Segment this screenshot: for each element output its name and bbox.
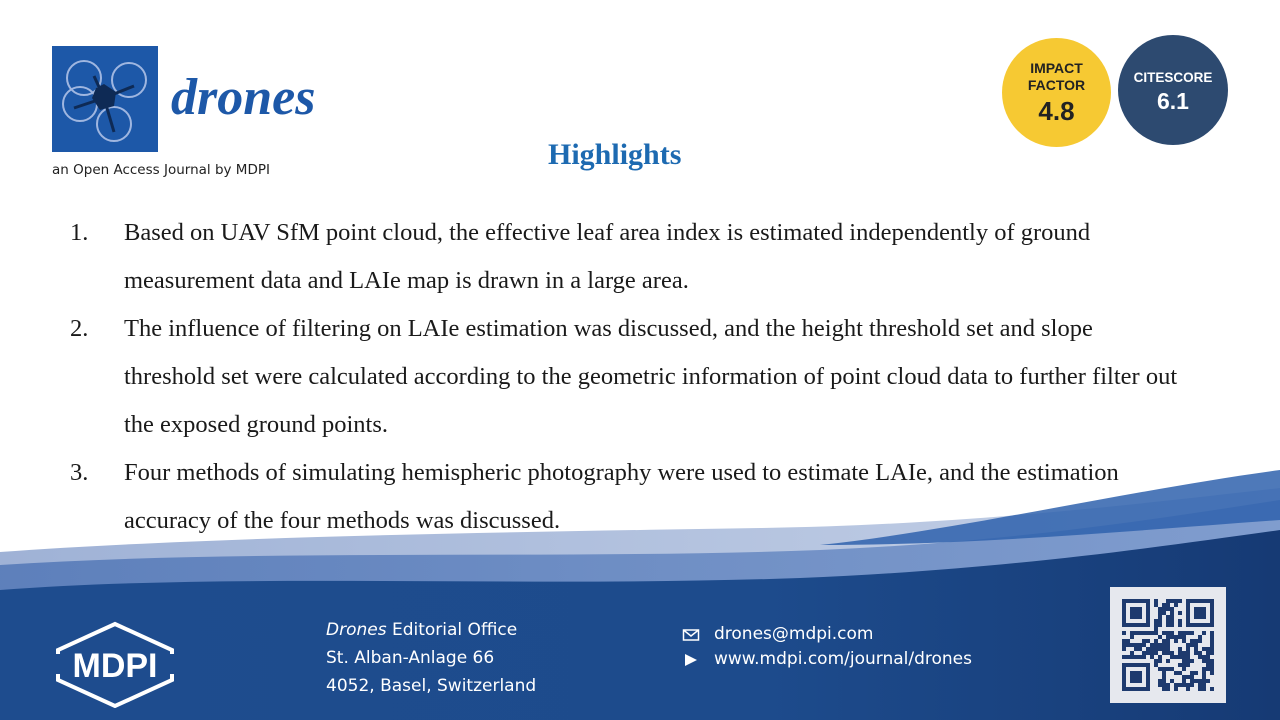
highlights-list <box>70 209 1180 545</box>
office-name <box>326 616 536 644</box>
citescore-value: 6.1 <box>1157 88 1189 114</box>
editorial-office <box>326 616 536 700</box>
journal-logo <box>52 46 158 152</box>
citescore-badge <box>1118 35 1228 145</box>
citescore-label: CITESCORE <box>1133 70 1213 85</box>
mdpi-logo <box>50 620 180 708</box>
impact-factor-value: 4.8 <box>1038 96 1075 126</box>
list-item-text: Four methods of simulating hemispheric photography were used to estimate LAIe, and the estimation accuracy of the four methods was discussed. <box>124 459 1119 534</box>
mdpi-logo-text: MDPI <box>72 647 158 685</box>
list-item <box>70 449 1180 545</box>
impact-factor-label <box>1002 60 1111 94</box>
impact-factor-badge <box>1002 38 1111 147</box>
email-link[interactable]: drones@mdpi.com <box>714 624 874 644</box>
office-journal: Drones <box>326 620 387 640</box>
list-item <box>70 209 1180 305</box>
list-item-number: 1. <box>70 219 89 246</box>
office-suffix: Editorial Office <box>386 620 518 640</box>
envelope-icon <box>682 626 700 644</box>
list-item <box>70 305 1180 449</box>
list-item-number: 3. <box>70 459 89 486</box>
website-row[interactable] <box>682 647 972 672</box>
drone-icon <box>52 46 158 152</box>
qr-code-icon <box>1110 587 1226 703</box>
play-arrow-icon <box>682 651 700 669</box>
list-item-text: The influence of filtering on LAIe estimation was discussed, and the height threshold set and slope threshold set were calculated according to the geometric information of point cloud data to further filter out the exposed ground points. <box>124 315 1178 438</box>
journal-tagline: an Open Access Journal by MDPI <box>52 162 270 178</box>
impact-factor-label-line1: IMPACT <box>1030 60 1083 76</box>
journal-title: drones <box>171 69 316 126</box>
address-line-2: 4052, Basel, Switzerland <box>326 676 537 696</box>
qr-code[interactable] <box>1110 587 1226 703</box>
list-item-text: Based on UAV SfM point cloud, the effective leaf area index is estimated independently of ground measurement data and LAIe map is drawn in a large area. <box>124 219 1091 294</box>
address-line-1: St. Alban-Anlage 66 <box>326 648 495 668</box>
contact-info <box>682 622 972 672</box>
website-link[interactable]: www.mdpi.com/journal/drones <box>714 649 972 669</box>
page-title: Highlights <box>548 138 682 171</box>
email-row[interactable] <box>682 622 972 647</box>
list-item-number: 2. <box>70 315 89 342</box>
impact-factor-label-line2: FACTOR <box>1027 77 1086 93</box>
